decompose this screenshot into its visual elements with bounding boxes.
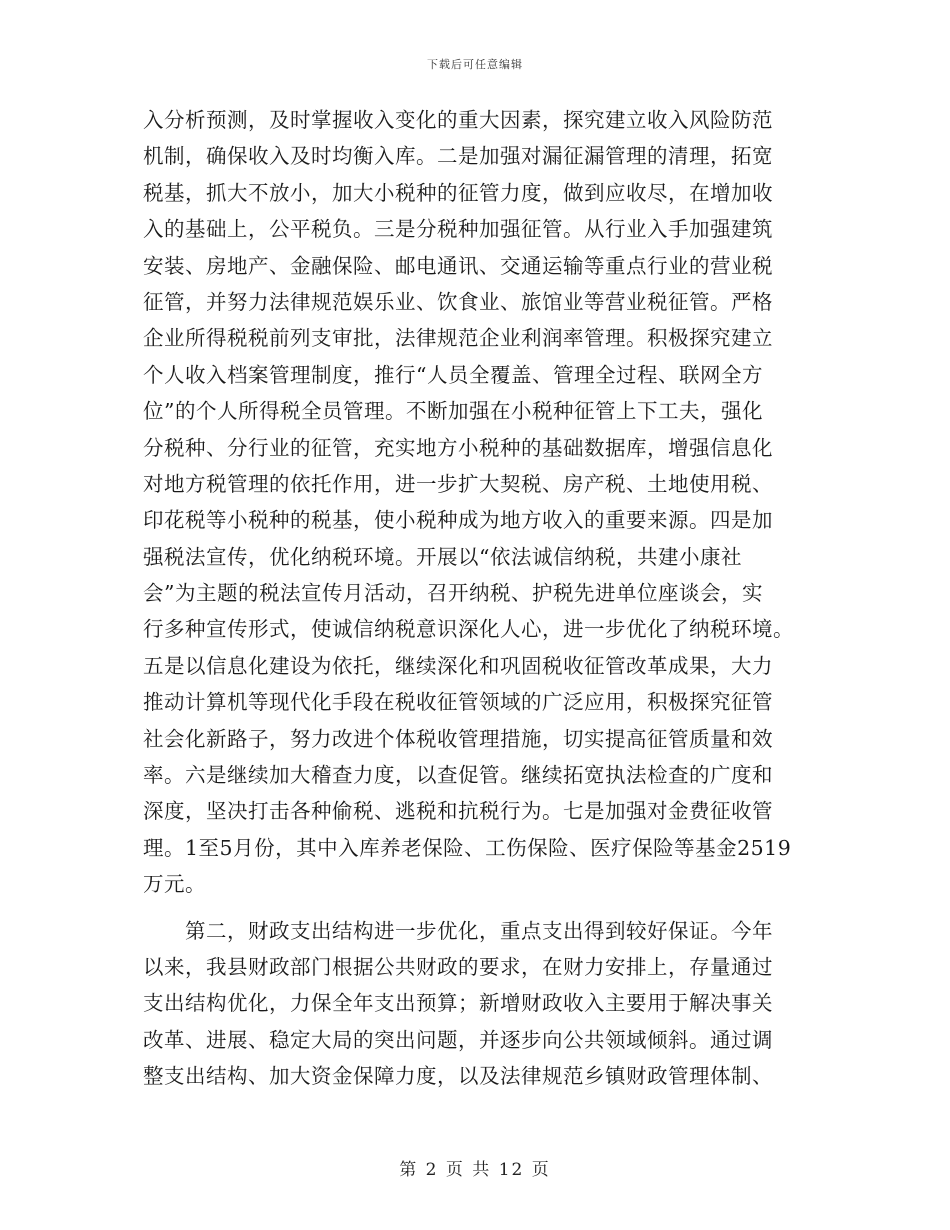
text-line: 理。1至5月份，其中入库养老保险、工伤保险、医疗保险等基金2519 — [143, 835, 792, 860]
document-body — [143, 102, 811, 1095]
text-line: 入分析预测，及时掌握收入变化的重大因素，探究建立收入风险防范 — [143, 108, 773, 132]
text-line: 改革、进展、稳定大局的突出问题，并逐步向公共领域倾斜。通过调 — [143, 1027, 773, 1052]
text-line: 对地方税管理的依托作用，进一步扩大契税、房产税、土地使用税、 — [143, 471, 773, 496]
text-line: 强税法宣传，优化纳税环境。开展以“依法诚信纳税，共建小康社 — [143, 544, 742, 569]
text-line: 分税种、分行业的征管，充实地方小税种的基础数据库，增强信息化 — [143, 435, 773, 460]
text-line: 行多种宣传形式，使诚信纳税意识深化人心，进一步优化了纳税环境。 — [143, 617, 794, 642]
page-header: 下载后可任意编辑 — [427, 58, 523, 71]
text-line: 位”的个人所得税全员管理。不断加强在小税种征管上下工夫，强化 — [143, 399, 763, 424]
text-line: 印花税等小税种的税基，使小税种成为地方收入的重要来源。四是加 — [143, 508, 773, 533]
text-line: 个人收入档案管理制度，推行“人员全覆盖、管理全过程、联网全方 — [143, 362, 763, 387]
text-line: 会”为主题的税法宣传月活动，召开纳税、护税先进单位座谈会，实 — [143, 581, 763, 606]
text-line: 五是以信息化建设为依托，继续深化和巩固税收征管改革成果，大力 — [143, 653, 773, 678]
text-line: 万元。 — [143, 872, 206, 897]
page-number-footer: 第 2 页 共 12 页 — [399, 1160, 551, 1180]
text-line: 安装、房地产、金融保险、邮电通讯、交通运输等重点行业的营业税 — [143, 253, 773, 278]
text-line: 机制，确保收入及时均衡入库。二是加强对漏征漏管理的清理，拓宽 — [143, 144, 773, 169]
text-line: 整支出结构、加大资金保障力度，以及法律规范乡镇财政管理体制、 — [143, 1064, 773, 1089]
paragraph — [143, 102, 811, 903]
text-line: 税基，抓大不放小，加大小税种的征管力度，做到应收尽，在增加收 — [143, 180, 773, 205]
text-line: 以来，我县财政部门根据公共财政的要求，在财力安排上，存量通过 — [143, 954, 773, 979]
text-line: 推动计算机等现代化手段在税收征管领域的广泛应用，积极探究征管 — [143, 690, 773, 715]
text-line: 征管，并努力法律规范娱乐业、饮食业、旅馆业等营业税征管。严格 — [143, 289, 773, 314]
paragraph — [143, 913, 811, 1095]
text-line: 第二，财政支出结构进一步优化，重点支出得到较好保证。今年 — [185, 918, 773, 943]
text-line: 支出结构优化，力保全年支出预算；新增财政收入主要用于解决事关 — [143, 991, 773, 1016]
text-line: 深度，坚决打击各种偷税、逃税和抗税行为。七是加强对金费征收管 — [143, 799, 773, 824]
text-line: 社会化新路子，努力改进个体税收管理措施，切实提高征管质量和效 — [143, 726, 773, 751]
text-line: 入的基础上，公平税负。三是分税种加强征管。从行业入手加强建筑 — [143, 217, 773, 242]
paragraph-spacer — [143, 903, 811, 913]
text-line: 企业所得税税前列支审批，法律规范企业利润率管理。积极探究建立 — [143, 326, 773, 351]
text-line: 率。六是继续加大稽查力度，以查促管。继续拓宽执法检查的广度和 — [143, 763, 773, 788]
